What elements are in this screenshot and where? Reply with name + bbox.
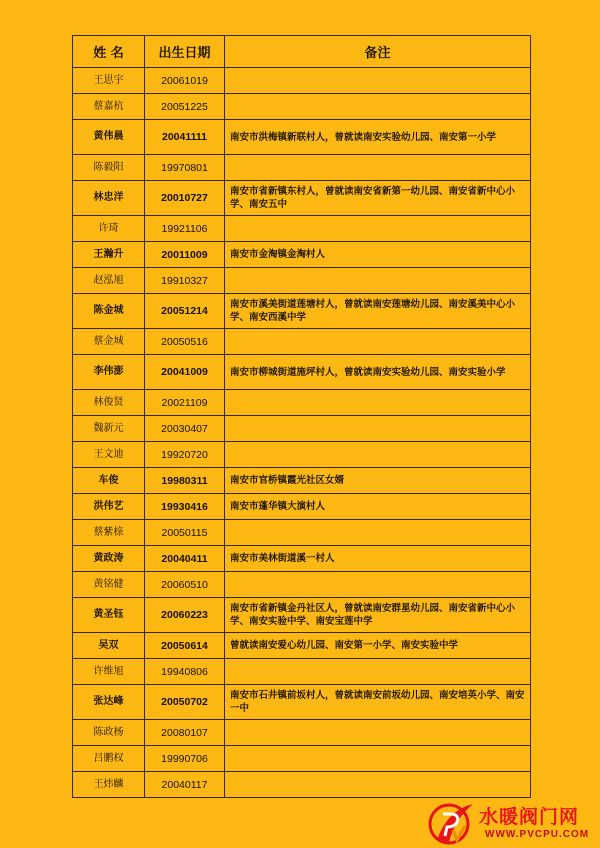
cell-name: 黄伟晨 bbox=[73, 120, 145, 155]
cell-birth-date: 20050702 bbox=[145, 685, 225, 720]
table-row bbox=[73, 468, 531, 494]
header-note: 备注 bbox=[225, 36, 531, 68]
header-birth-date: 出生日期 bbox=[145, 36, 225, 68]
cell-birth-date: 20051225 bbox=[145, 94, 225, 120]
table-row bbox=[73, 772, 531, 798]
cell-birth-date: 20080107 bbox=[145, 720, 225, 746]
cell-birth-date: 20041009 bbox=[145, 355, 225, 390]
cell-note: 南安市溪美街道莲塘村人，曾就读南安莲塘幼儿园、南安溪美中心小学、南安西溪中学 bbox=[225, 294, 531, 329]
watermark bbox=[427, 800, 597, 846]
cell-birth-date: 20050115 bbox=[145, 520, 225, 546]
cell-birth-date: 20051214 bbox=[145, 294, 225, 329]
player-roster-table bbox=[72, 35, 531, 798]
cell-note: 曾就读南安爱心幼儿园、南安第一小学、南安实验中学 bbox=[225, 633, 531, 659]
cell-note: 南安市柳城街道施坪村人，曾就读南安实验幼儿园、南安实验小学 bbox=[225, 355, 531, 390]
table-header-row bbox=[73, 36, 531, 68]
table-row bbox=[73, 720, 531, 746]
header-name: 姓 名 bbox=[73, 36, 145, 68]
cell-note bbox=[225, 68, 531, 94]
cell-name: 陈政杨 bbox=[73, 720, 145, 746]
cell-birth-date: 19930416 bbox=[145, 494, 225, 520]
table-row bbox=[73, 598, 531, 633]
cell-birth-date: 20061019 bbox=[145, 68, 225, 94]
table-row bbox=[73, 633, 531, 659]
cell-birth-date: 20060510 bbox=[145, 572, 225, 598]
cell-note bbox=[225, 329, 531, 355]
table-row bbox=[73, 120, 531, 155]
cell-note: 南安市蓬华镇大演村人 bbox=[225, 494, 531, 520]
cell-name: 王文迪 bbox=[73, 442, 145, 468]
cell-birth-date: 20021109 bbox=[145, 390, 225, 416]
cell-birth-date: 20060223 bbox=[145, 598, 225, 633]
table-row bbox=[73, 659, 531, 685]
table-row bbox=[73, 94, 531, 120]
cell-note bbox=[225, 746, 531, 772]
cell-name: 张达峰 bbox=[73, 685, 145, 720]
cell-name: 王瀚升 bbox=[73, 242, 145, 268]
cell-name: 王思宇 bbox=[73, 68, 145, 94]
cell-note bbox=[225, 659, 531, 685]
cell-note bbox=[225, 416, 531, 442]
cell-birth-date: 20030407 bbox=[145, 416, 225, 442]
table-row bbox=[73, 294, 531, 329]
cell-name: 王炜麟 bbox=[73, 772, 145, 798]
cell-birth-date: 20040411 bbox=[145, 546, 225, 572]
cell-name: 赵泓旭 bbox=[73, 268, 145, 294]
cell-note bbox=[225, 772, 531, 798]
cell-note: 南安市省新镇东村人，曾就读南安省新第一幼儿园、南安省新中心小学、南安五中 bbox=[225, 181, 531, 216]
cell-name: 林忠洋 bbox=[73, 181, 145, 216]
cell-name: 黄铭健 bbox=[73, 572, 145, 598]
cell-name: 蔡紫榇 bbox=[73, 520, 145, 546]
cell-name: 李伟澎 bbox=[73, 355, 145, 390]
cell-name: 洪伟艺 bbox=[73, 494, 145, 520]
cell-birth-date: 19990706 bbox=[145, 746, 225, 772]
cell-name: 吴双 bbox=[73, 633, 145, 659]
table-row bbox=[73, 390, 531, 416]
table-row bbox=[73, 181, 531, 216]
cell-name: 黄圣钰 bbox=[73, 598, 145, 633]
cell-birth-date: 19970801 bbox=[145, 155, 225, 181]
cell-birth-date: 19920720 bbox=[145, 442, 225, 468]
cell-birth-date: 20041111 bbox=[145, 120, 225, 155]
cell-name: 陈毅阳 bbox=[73, 155, 145, 181]
table-row bbox=[73, 329, 531, 355]
table-row bbox=[73, 242, 531, 268]
cell-birth-date: 20050614 bbox=[145, 633, 225, 659]
table-row bbox=[73, 155, 531, 181]
cell-birth-date: 19910327 bbox=[145, 268, 225, 294]
table-row bbox=[73, 520, 531, 546]
cell-note: 南安市石井镇前坂村人，曾就读南安前坂幼儿园、南安培英小学、南安一中 bbox=[225, 685, 531, 720]
cell-note: 南安市洪梅镇新联村人，曾就读南安实验幼儿园、南安第一小学 bbox=[225, 120, 531, 155]
watermark-title: 水暖阀门网 bbox=[479, 806, 580, 828]
cell-birth-date: 20011009 bbox=[145, 242, 225, 268]
cell-note: 南安市金淘镇金淘村人 bbox=[225, 242, 531, 268]
table-row bbox=[73, 546, 531, 572]
cell-note bbox=[225, 720, 531, 746]
table-row bbox=[73, 685, 531, 720]
cell-note bbox=[225, 442, 531, 468]
cell-birth-date: 19921106 bbox=[145, 216, 225, 242]
cell-name: 吕鹏权 bbox=[73, 746, 145, 772]
table-body bbox=[73, 68, 531, 798]
table-row bbox=[73, 572, 531, 598]
cell-name: 魏新元 bbox=[73, 416, 145, 442]
cell-note bbox=[225, 520, 531, 546]
table-row bbox=[73, 746, 531, 772]
table-row bbox=[73, 442, 531, 468]
table-row bbox=[73, 268, 531, 294]
cell-note bbox=[225, 155, 531, 181]
cell-note bbox=[225, 268, 531, 294]
cell-name: 许维旭 bbox=[73, 659, 145, 685]
table-row bbox=[73, 416, 531, 442]
cell-note bbox=[225, 390, 531, 416]
cell-name: 蔡金城 bbox=[73, 329, 145, 355]
cell-note bbox=[225, 216, 531, 242]
pv-logo-icon bbox=[427, 800, 477, 846]
cell-name: 蔡嘉杭 bbox=[73, 94, 145, 120]
cell-name: 车俊 bbox=[73, 468, 145, 494]
cell-note: 南安市美林街道溪一村人 bbox=[225, 546, 531, 572]
watermark-url: WWW.PVCPU.COM bbox=[485, 829, 590, 840]
cell-birth-date: 19940806 bbox=[145, 659, 225, 685]
table-row bbox=[73, 494, 531, 520]
cell-birth-date: 20050516 bbox=[145, 329, 225, 355]
cell-note: 南安市官桥镇霞光社区女婿 bbox=[225, 468, 531, 494]
cell-birth-date: 20010727 bbox=[145, 181, 225, 216]
table-row bbox=[73, 216, 531, 242]
cell-birth-date: 20040117 bbox=[145, 772, 225, 798]
cell-name: 许琦 bbox=[73, 216, 145, 242]
cell-name: 林俊贤 bbox=[73, 390, 145, 416]
cell-name: 黄政涛 bbox=[73, 546, 145, 572]
cell-note bbox=[225, 94, 531, 120]
table-row bbox=[73, 68, 531, 94]
cell-note bbox=[225, 572, 531, 598]
cell-note: 南安市省新镇金丹社区人，曾就读南安群星幼儿园、南安省新中心小学、南安实验中学、南安宝莲中学 bbox=[225, 598, 531, 633]
cell-birth-date: 19980311 bbox=[145, 468, 225, 494]
table-row bbox=[73, 355, 531, 390]
cell-name: 陈金城 bbox=[73, 294, 145, 329]
